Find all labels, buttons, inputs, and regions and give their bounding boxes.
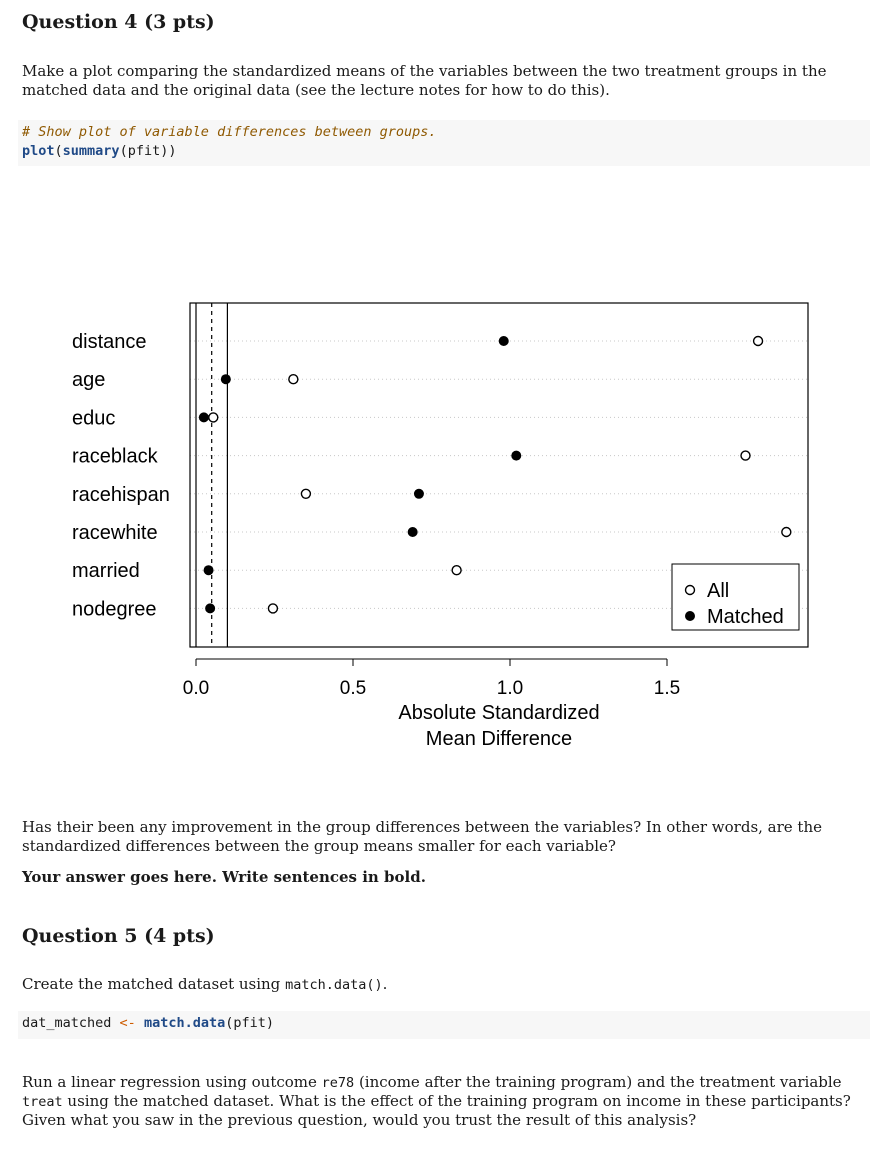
balance-dot-plot xyxy=(0,290,892,760)
x-axis xyxy=(183,659,680,699)
point-matched-married xyxy=(204,565,214,575)
point-matched-age xyxy=(221,374,231,384)
question-5-text-line2 xyxy=(22,1092,851,1112)
question-4-prompt-line2: standardized differences between the group means smaller for each variable? xyxy=(22,837,616,855)
question-4-intro-line2: matched data and the original data (see the lecture notes for how to do this). xyxy=(22,81,610,99)
y-label-distance: distance xyxy=(72,331,147,353)
x-tick-label: 0.5 xyxy=(339,678,367,699)
y-label-nodegree: nodegree xyxy=(72,598,157,621)
question-5-intro xyxy=(22,975,387,995)
point-matched-distance xyxy=(499,336,509,346)
question-4-heading: Question 4 (3 pts) xyxy=(22,11,215,33)
question-5-text-line1 xyxy=(22,1073,842,1093)
y-label-racewhite: racewhite xyxy=(72,522,158,544)
y-label-raceblack: raceblack xyxy=(72,445,158,468)
code-block-plot: # Show plot of variable differences between groups. plot(summary(pfit)) xyxy=(18,120,870,166)
x-tick-label: 0.0 xyxy=(182,678,210,699)
q5-text-b: (income after the training program) and the treatment variable xyxy=(354,1073,842,1091)
point-all-racewhite xyxy=(782,528,791,537)
point-all-educ xyxy=(209,413,218,422)
q5-intro-end: . xyxy=(382,975,388,993)
code-fn-plot: plot xyxy=(22,143,55,159)
q5-inline-code: match.data() xyxy=(285,977,383,993)
x-axis-label-line2: Mean Difference xyxy=(425,728,573,750)
q5-text-c: using the matched dataset. What is the effect of the training program on income in these participants? xyxy=(62,1092,851,1110)
point-all-distance xyxy=(754,337,763,346)
point-all-raceblack xyxy=(741,451,750,460)
point-matched-racewhite xyxy=(408,527,418,537)
legend xyxy=(672,564,799,630)
y-label-educ: educ xyxy=(72,407,116,430)
q5-text-a: Run a linear regression using outcome xyxy=(22,1073,322,1091)
y-label-age: age xyxy=(72,369,106,392)
question-4-prompt-line1: Has their been any improvement in the group differences between the variables? In other words, are the xyxy=(22,818,822,836)
code-arg-pfit: (pfit) xyxy=(225,1015,275,1031)
reference-lines xyxy=(196,303,227,647)
q5-code-treat: treat xyxy=(22,1094,63,1110)
y-label-racehispan: racehispan xyxy=(72,483,170,506)
code-arg: (pfit)) xyxy=(119,143,177,159)
code-comment: # Show plot of variable differences between groups. xyxy=(22,124,437,140)
x-tick-label: 1.5 xyxy=(653,678,681,699)
legend-all-label: All xyxy=(707,580,730,602)
point-matched-racehispan xyxy=(414,489,424,499)
point-all-age xyxy=(289,375,298,384)
point-matched-educ xyxy=(199,412,209,422)
point-matched-raceblack xyxy=(511,451,521,461)
question-4-intro-line1: Make a plot comparing the standardized means of the variables between the two treatment groups in the xyxy=(22,62,827,80)
x-tick-label: 1.0 xyxy=(496,678,524,699)
point-matched-nodegree xyxy=(205,603,215,613)
legend-matched-label: Matched xyxy=(707,606,784,628)
code-block-match-data xyxy=(18,1011,870,1039)
answer-placeholder: Your answer goes here. Write sentences in bold. xyxy=(22,868,426,886)
q5-intro-text: Create the matched dataset using xyxy=(22,975,286,993)
x-axis-label-line1: Absolute Standardized xyxy=(398,702,600,724)
code-assign-op: <- xyxy=(119,1015,136,1031)
code-fn-summary: summary xyxy=(62,143,120,159)
point-all-nodegree xyxy=(268,604,277,613)
legend-matched-marker xyxy=(685,611,695,621)
point-all-racehispan xyxy=(301,489,310,498)
y-axis-labels xyxy=(72,331,170,620)
legend-all-marker xyxy=(686,586,695,595)
question-5-text-line3: Given what you saw in the previous question, would you trust the result of this analysis? xyxy=(22,1111,697,1129)
point-all-married xyxy=(452,566,461,575)
q5-code-re78: re78 xyxy=(321,1075,355,1091)
question-5-heading: Question 5 (4 pts) xyxy=(22,925,215,947)
y-label-married: married xyxy=(72,560,140,583)
code-var: dat_matched xyxy=(22,1015,120,1031)
code-fn-match-data: match.data xyxy=(143,1015,226,1031)
